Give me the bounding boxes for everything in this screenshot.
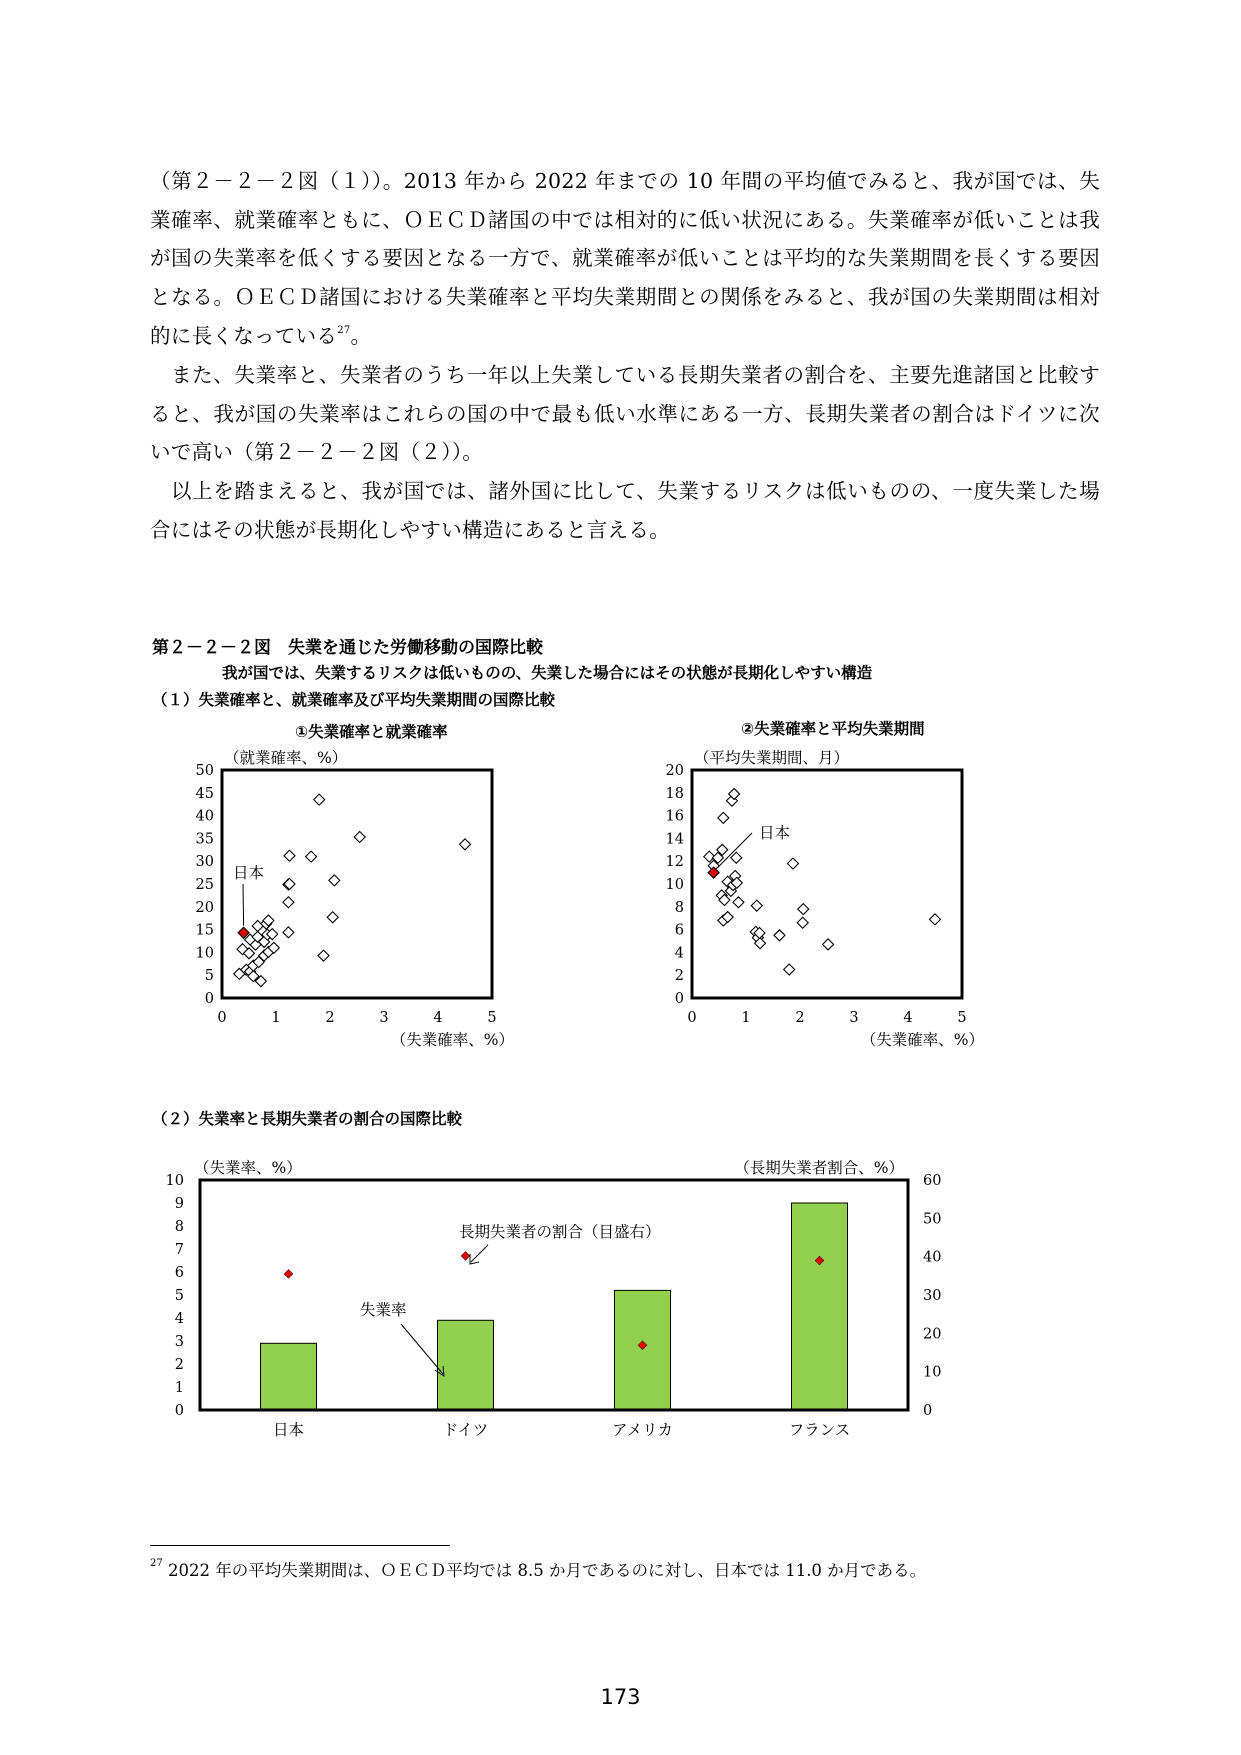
left-axis-label: （失業率、%） [194, 1159, 302, 1177]
left-tick-label: 3 [174, 1334, 184, 1350]
y-tick-label: 0 [674, 991, 684, 1007]
data-point [314, 794, 325, 805]
right-tick-label: 30 [923, 1288, 942, 1304]
paragraph-2: また、失業率と、失業者のうち一年以上失業している長期失業者の割合を、主要先進諸国と比較すると、我が国の失業率はこれらの国の中で最も低い水準にある一方、長期失業者の割合はドイツに次いで高い（第２－２－２図（２））。 [150, 363, 1100, 465]
chart2-title: ②失業確率と平均失業期間 [741, 720, 925, 738]
y-tick-label: 18 [665, 785, 684, 802]
data-point [784, 964, 795, 975]
bar-unemployment-rate [438, 1320, 494, 1410]
figure-subtitle: 我が国では、失業するリスクは低いものの、失業した場合にはその状態が長期化しやすい構造 [222, 664, 873, 682]
data-point [798, 904, 809, 915]
bar-unemployment-rate [261, 1343, 317, 1410]
category-label: 日本 [272, 1421, 305, 1439]
x-tick-label: 1 [271, 1010, 281, 1026]
y-tick-label: 14 [665, 831, 684, 848]
right-tick-label: 40 [923, 1249, 942, 1266]
page-number: 173 [600, 1685, 641, 1709]
y-tick-label: 0 [204, 991, 214, 1007]
y-tick-label: 8 [674, 899, 684, 916]
data-point [751, 900, 762, 911]
figure-title: 第２－２－２図 失業を通じた労働移動の国際比較 [152, 638, 543, 658]
left-tick-label: 9 [174, 1196, 184, 1212]
data-point [283, 897, 294, 908]
dot-long-term-share [461, 1251, 470, 1260]
y-tick-label: 4 [674, 945, 684, 962]
figure-part1-label: （１）失業確率と、就業確率及び平均失業期間の国際比較 [152, 691, 556, 709]
y-tick-label: 10 [195, 945, 214, 962]
bar-unemployment-rate [792, 1203, 848, 1410]
y-tick-label: 20 [195, 899, 214, 916]
annotation-arrow-unemployment [401, 1324, 443, 1374]
footnote-number: 27 [150, 1558, 163, 1569]
y-tick-label: 16 [665, 808, 684, 825]
right-axis-label: （長期失業者割合、%） [734, 1159, 904, 1177]
data-point [318, 950, 329, 961]
right-tick-label: 20 [923, 1326, 942, 1343]
left-tick-label: 5 [174, 1288, 184, 1304]
y-tick-label: 25 [195, 877, 214, 893]
data-point [731, 852, 742, 863]
x-tick-label: 2 [325, 1010, 335, 1026]
footnote-ref[interactable]: 27 [337, 324, 351, 336]
footnote-divider [150, 1545, 450, 1546]
y-tick-label: 50 [195, 763, 214, 779]
bar-chart-unemployment [165, 1155, 1090, 1480]
y-axis-label: （就業確率、%） [224, 749, 348, 767]
left-tick-label: 6 [174, 1265, 184, 1281]
data-point [354, 832, 365, 843]
data-point [787, 858, 798, 869]
right-tick-label: 10 [923, 1364, 942, 1381]
category-label: ドイツ [442, 1421, 489, 1439]
x-tick-label: 3 [849, 1010, 859, 1026]
right-tick-label: 60 [923, 1173, 942, 1189]
x-tick-label: 1 [741, 1010, 751, 1026]
left-tick-label: 8 [174, 1219, 184, 1235]
data-point [930, 914, 941, 925]
chart1-title: ①失業確率と就業確率 [295, 723, 448, 741]
x-tick-label: 3 [379, 1010, 389, 1026]
bar-unemployment-rate [615, 1290, 671, 1410]
annotation-japan: 日本 [759, 824, 791, 842]
y-tick-label: 40 [195, 808, 214, 825]
y-tick-label: 12 [665, 854, 684, 871]
y-tick-label: 6 [674, 922, 684, 939]
annotation-long-term: 長期失業者の割合（目盛右） [459, 1223, 661, 1241]
annotation-leader [243, 884, 244, 926]
right-tick-label: 50 [923, 1211, 942, 1228]
data-point [329, 875, 340, 886]
annotation-unemployment: 失業率 [360, 1301, 407, 1319]
annotation-arrow-long-term [471, 1245, 488, 1262]
left-tick-label: 7 [174, 1242, 184, 1258]
data-point [733, 897, 744, 908]
y-tick-label: 15 [195, 922, 214, 939]
left-tick-label: 1 [174, 1380, 184, 1396]
right-tick-label: 0 [923, 1403, 933, 1419]
paragraph-1-text: （第２－２－２図（１））。2013 年から 2022 年までの 10 年間の平均値でみると、我が国では、失業確率、就業確率ともに、ＯＥＣＤ諸国の中では相対的に低い状況にある。失業確率が低いことは我が国の失業率を低くする要因となる一方で、就業確率が低いことは平均的な失業期間を長くする要因となる。ＯＥＣＤ諸国における失業確率と平均失業期間との関係をみると、我が国の失業期間は相対的に長くなっている [150, 169, 1100, 348]
scatter-chart-employment [180, 742, 620, 1082]
annotation-japan: 日本 [233, 864, 265, 882]
x-tick-label: 4 [433, 1010, 443, 1026]
y-tick-label: 20 [665, 763, 684, 779]
data-point [283, 927, 294, 938]
category-label: フランス [788, 1421, 851, 1439]
dot-long-term-share [284, 1269, 293, 1278]
paragraph-3: 以上を踏まえると、我が国では、諸外国に比して、失業するリスクは低いものの、一度失業した場合にはその状態が長期化しやすい構造にあると言える。 [150, 479, 1100, 542]
x-tick-label: 4 [903, 1010, 913, 1026]
y-tick-label: 35 [195, 831, 214, 848]
data-point [252, 920, 263, 931]
data-point [460, 839, 471, 850]
figure-part2-label: （２）失業率と長期失業者の割合の国際比較 [152, 1110, 463, 1128]
left-tick-label: 10 [165, 1173, 184, 1189]
data-point [284, 850, 295, 861]
left-tick-label: 0 [174, 1403, 184, 1419]
y-axis-label: （平均失業期間、月） [694, 749, 850, 767]
data-point [774, 930, 785, 941]
y-tick-label: 45 [195, 785, 214, 802]
y-tick-label: 2 [674, 968, 684, 985]
x-axis-label: （失業確率、%） [390, 1031, 514, 1049]
paragraph-1 [150, 162, 1100, 356]
data-point-japan [708, 867, 719, 878]
footnote [150, 1557, 926, 1581]
data-point [327, 912, 338, 923]
scatter-chart-duration [650, 742, 1090, 1082]
x-tick-label: 0 [687, 1010, 697, 1026]
data-point [306, 851, 317, 862]
left-tick-label: 4 [174, 1311, 184, 1327]
x-tick-label: 2 [795, 1010, 805, 1026]
x-tick-label: 5 [957, 1010, 967, 1026]
y-tick-label: 10 [665, 877, 684, 893]
y-tick-label: 30 [195, 854, 214, 871]
x-axis-label: （失業確率、%） [860, 1031, 984, 1049]
category-label: アメリカ [612, 1421, 673, 1439]
x-tick-label: 5 [487, 1010, 497, 1026]
x-tick-label: 0 [217, 1010, 227, 1026]
left-tick-label: 2 [174, 1357, 184, 1373]
footnote-text: 2022 年の平均失業期間は、ＯＥＣＤ平均では 8.5 か月であるのに対し、日本では 11.0 か月である。 [167, 1561, 927, 1580]
paragraph-1-tail: 。 [350, 323, 372, 348]
data-point [823, 939, 834, 950]
y-tick-label: 5 [204, 968, 214, 985]
data-point [797, 917, 808, 928]
data-point [718, 812, 729, 823]
